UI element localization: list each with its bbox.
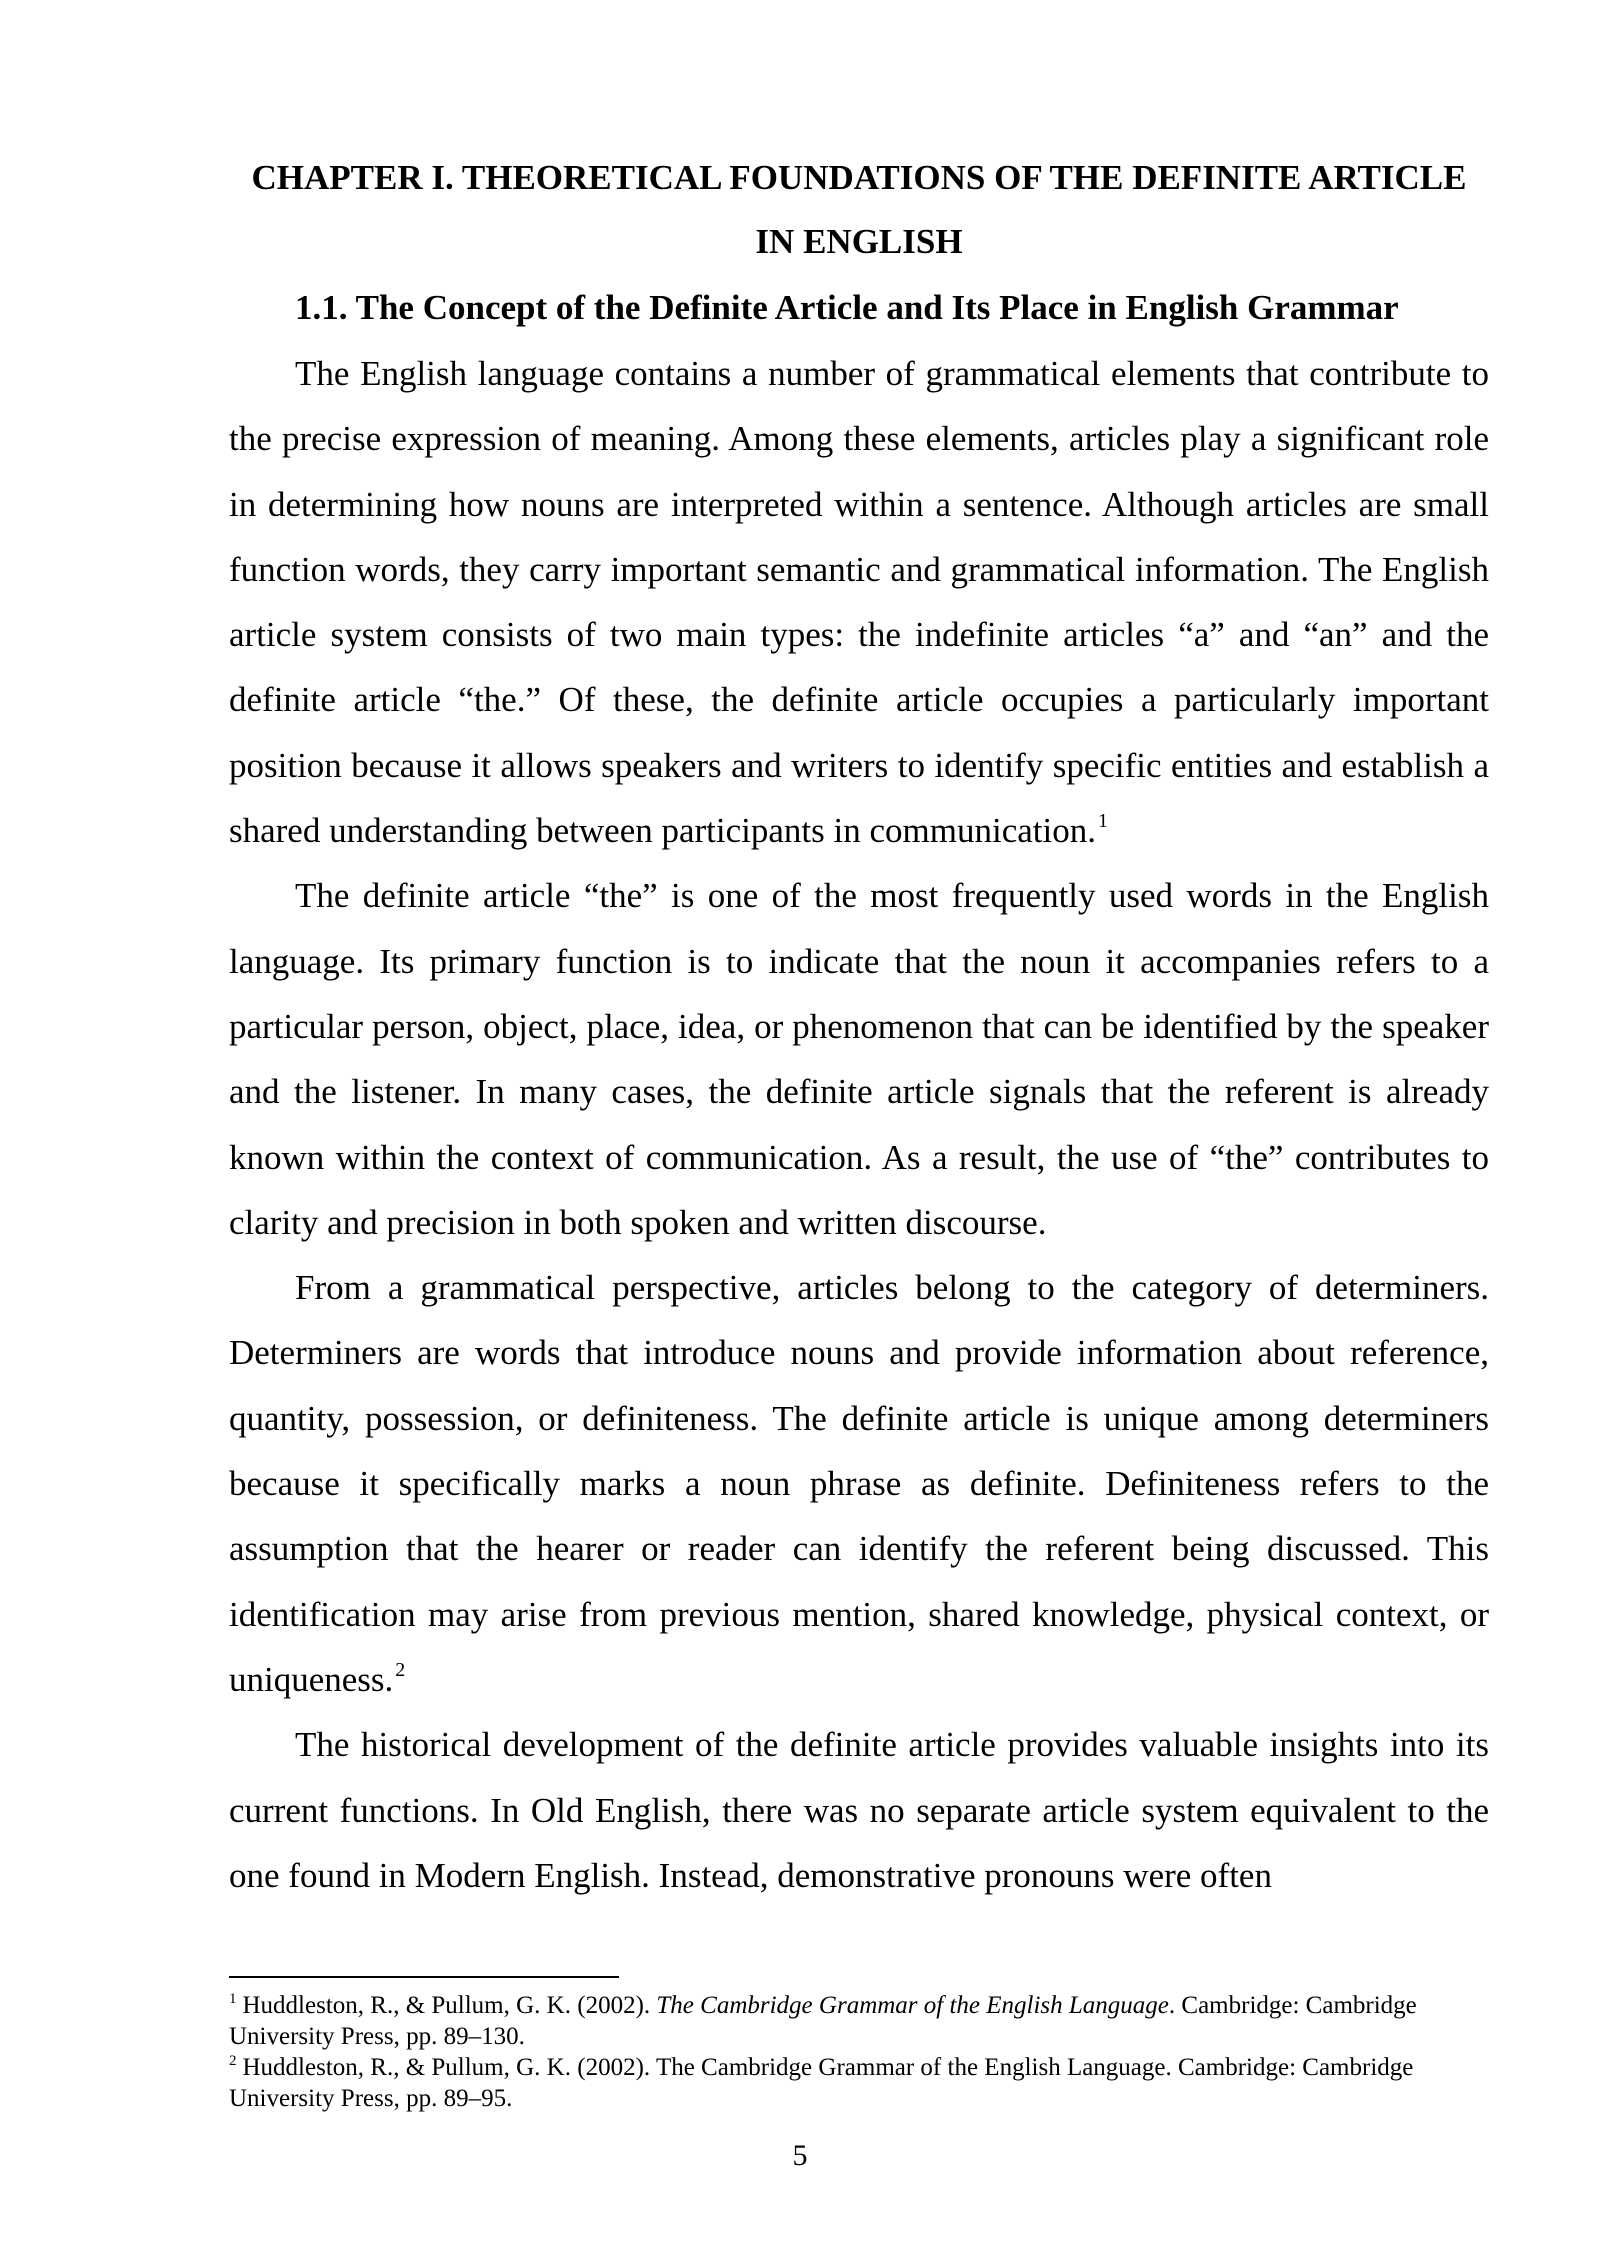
paragraph-text: From a grammatical perspective, articles belong to the category of determiners. Determiners are words that introduce nouns and provide information about reference, quantity, possession, or definiteness. The definite article is unique among determiners because it specifically marks a noun phrase as definite. Definiteness refers to the assumption that the hearer or reader can identify the referent being discussed. This identification may arise from previous mention, shared knowledge, physical context, or uniqueness. <box>229 1268 1489 1699</box>
body-text <box>229 341 1489 1908</box>
footnote-separator <box>229 1976 619 1978</box>
paragraph-text: The English language contains a number of grammatical elements that contribute to the precise expression of meaning. Among these elements, articles play a significant role in determining how nouns are interpreted within a sentence. Although articles are small function words, they carry important semantic and grammatical information. The English article system consists of two main types: the indefinite articles “a” and “an” and the definite article “the.” Of these, the definite article occupies a particularly important position because it allows speakers and writers to identify specific entities and establish a shared understanding between participants in communication. <box>229 354 1489 851</box>
footnote-number: 2 <box>229 2053 237 2069</box>
paragraph <box>229 1712 1489 1908</box>
chapter-title: CHAPTER I. THEORETICAL FOUNDATIONS OF THE DEFINITE ARTICLE IN ENGLISH <box>251 158 1467 261</box>
footnote-book-title: The Cambridge Grammar of the English Language <box>656 1992 1169 2019</box>
paragraph <box>229 863 1489 1255</box>
footnote-text: Huddleston, R., & Pullum, G. K. (2002). <box>242 1992 657 2019</box>
paragraph-text: The definite article “the” is one of the most frequently used words in the English language. Its primary function is to indicate that the noun it accompanies refers to a particular person, object, place, idea, or phenomenon that can be identified by the speaker and the listener. In many cases, the definite article signals that the referent is already known within the context of communication. As a result, the use of “the” contributes to clarity and precision in both spoken and written discourse. <box>229 876 1489 1242</box>
paragraph <box>229 341 1489 863</box>
footnotes <box>229 1990 1489 2114</box>
page-number: 5 <box>792 2139 808 2172</box>
footnote <box>229 1990 1489 2052</box>
paragraph <box>229 1255 1489 1712</box>
footnote-text: . Cambridge: Cambridge University Press, pp. 89–130. <box>229 1992 1417 2050</box>
footnote <box>229 2052 1489 2114</box>
footnote-text: Huddleston, R., & Pullum, G. K. (2002). The Cambridge Grammar of the English Language. Cambridge: Cambridge University Press, pp. 89–95. <box>229 2054 1414 2112</box>
footnote-reference[interactable]: 1 <box>1097 810 1108 833</box>
section-heading: 1.1. The Concept of the Definite Article and Its Place in English Grammar <box>295 288 1399 327</box>
footnote-reference[interactable]: 2 <box>395 1658 406 1681</box>
footnote-number: 1 <box>229 1991 237 2007</box>
paragraph-text: The historical development of the definite article provides valuable insights into its current functions. In Old English, there was no separate article system equivalent to the one found in Modern English. Instead, demonstrative pronouns were often <box>229 1725 1489 1895</box>
